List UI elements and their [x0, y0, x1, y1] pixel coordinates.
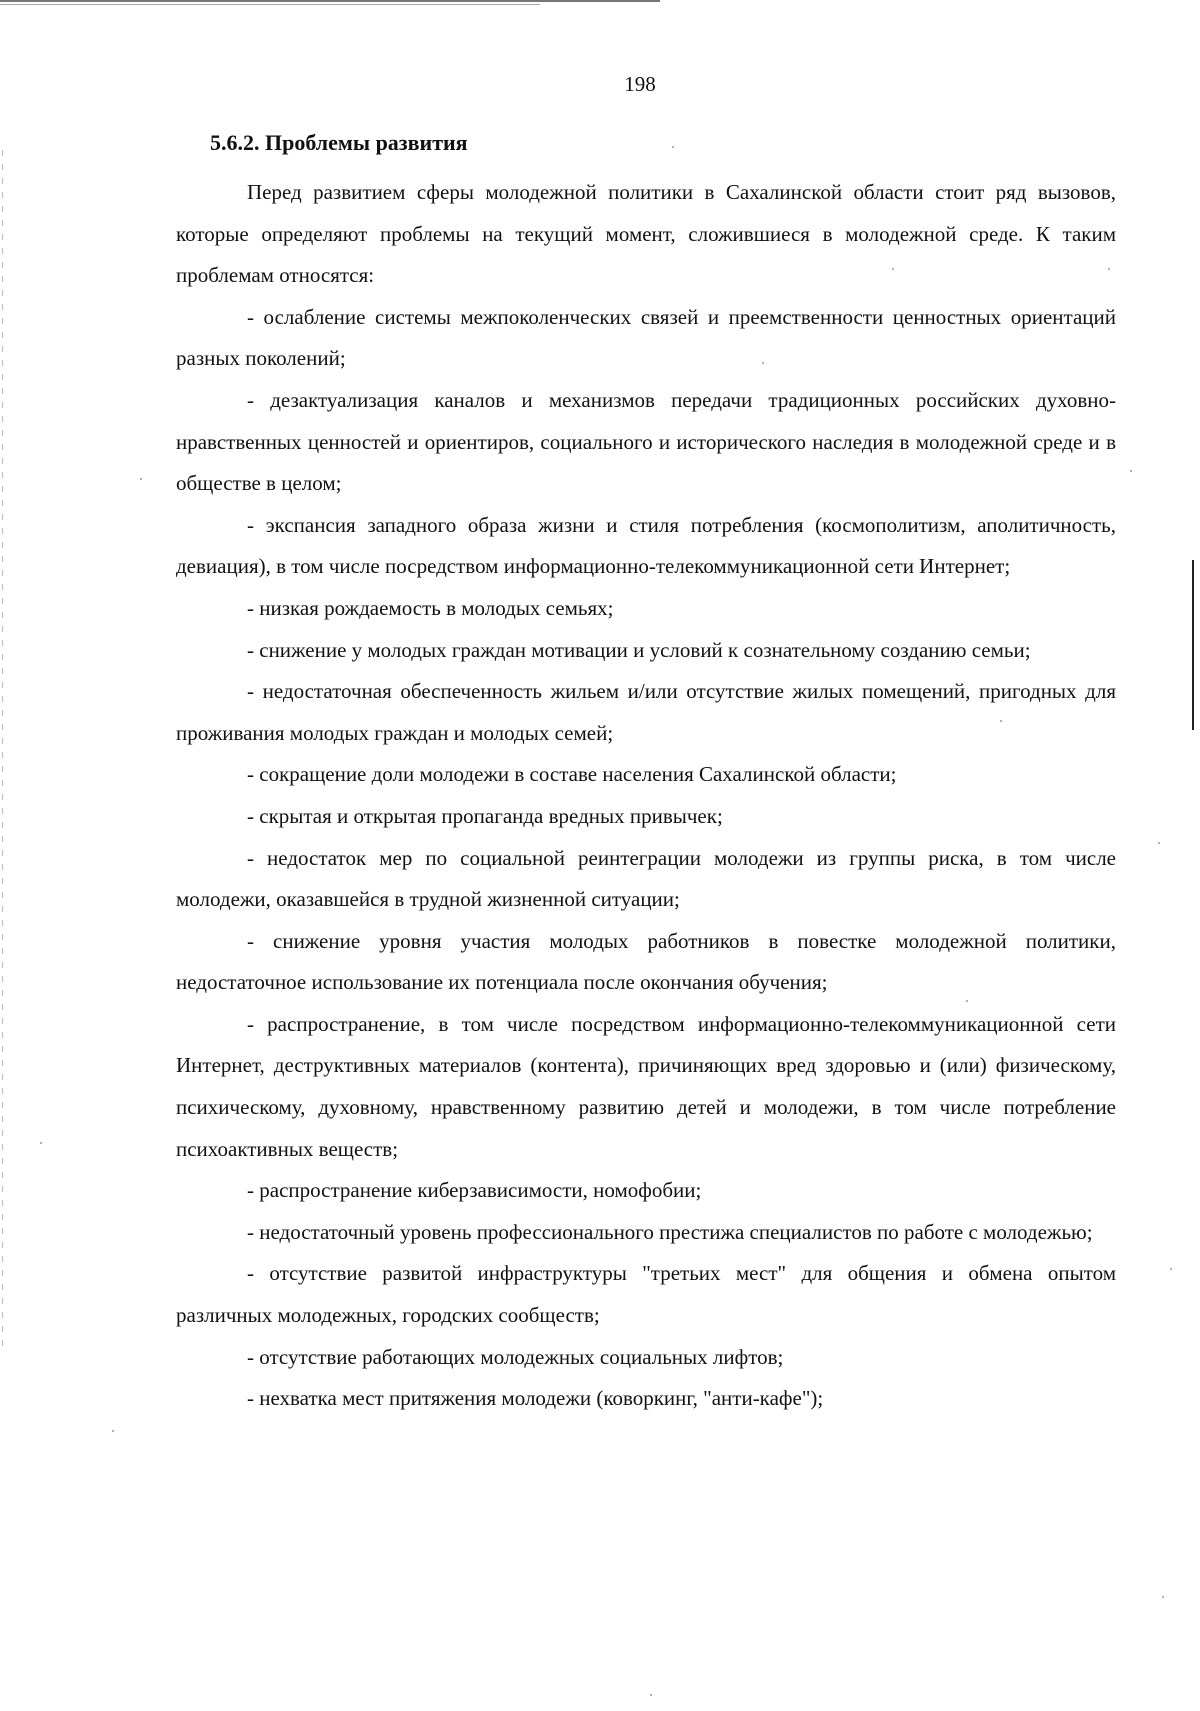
list-item: - снижение уровня участия молодых работников в повестке молодежной политики, недостаточное использование их потенциала после окончания обучения;: [176, 928, 1116, 995]
list-item: - недостаточный уровень профессионального престижа специалистов по работе с молодежью;: [247, 1219, 1093, 1244]
section-heading: 5.6.2. Проблемы развития: [210, 130, 468, 155]
list-item: - дезактуализация каналов и механизмов передачи традиционных российских духовно-нравственных ценностей и ориентиров, социального и исторического наследия в молодежной среде и в обществе в целом;: [176, 387, 1116, 496]
list-item: - недостаточная обеспеченность жильем и/или отсутствие жилых помещений, пригодных для проживания молодых граждан и молодых семей;: [176, 679, 1116, 745]
scan-speck: [1170, 1268, 1172, 1270]
scan-speck: [762, 362, 764, 364]
list-item: - снижение у молодых граждан мотивации и условий к сознательному созданию семьи;: [247, 637, 1031, 662]
list-item: - ослабление системы межпоколенческих связей и преемственности ценностных ориентаций разных поколений;: [176, 304, 1116, 371]
list-item: - нехватка мест притяжения молодежи (коворкинг, "анти-кафе");: [247, 1386, 824, 1411]
document-body: [176, 172, 1116, 1420]
scan-speck: [40, 1142, 42, 1144]
scan-speck: [1162, 1596, 1164, 1598]
scan-speck: [112, 1430, 114, 1432]
scan-speck: [1130, 470, 1132, 472]
scan-speck: [1000, 720, 1002, 722]
scan-speck: [966, 1000, 968, 1002]
scan-artifact-right-bar: [1192, 560, 1194, 730]
scan-speck: [140, 478, 142, 480]
page-number: 198: [624, 72, 656, 96]
scan-speck: [1108, 268, 1110, 270]
scan-speck: [672, 146, 674, 148]
scan-artifact-top-line-faint: [0, 4, 540, 5]
scan-artifact-left-edge: [2, 150, 3, 1350]
list-item: - распространение киберзависимости, номофобии;: [247, 1178, 702, 1203]
list-item: - скрытая и открытая пропаганда вредных привычек;: [247, 803, 723, 828]
list-item: - недостаток мер по социальной реинтеграции молодежи из группы риска, в том числе молодежи, оказавшейся в трудной жизненной ситуации;: [176, 845, 1116, 912]
scan-speck: [1158, 842, 1160, 844]
scan-artifact-top-line: [0, 0, 660, 2]
list-item: - экспансия западного образа жизни и стиля потребления (космополитизм, аполитичность, девиация), в том числе посредством информационно-телекоммуникационной сети Интернет;: [176, 512, 1116, 579]
list-item: - отсутствие развитой инфраструктуры "третьих мест" для общения и обмена опытом различных молодежных, городских сообществ;: [176, 1261, 1116, 1328]
list-item: - низкая рождаемость в молодых семьях;: [247, 595, 614, 620]
list-item: - сокращение доли молодежи в составе населения Сахалинской области;: [247, 762, 897, 787]
list-item: - распространение, в том числе посредством информационно-телекоммуникационной сети Интернет, деструктивных материалов (контента), причиняющих вред здоровью и (или) физическому, психическому, духовному, нравственному развитию детей и молодежи, в том числе потребление психоактивных веществ;: [176, 1011, 1116, 1161]
list-item: - отсутствие работающих молодежных социальных лифтов;: [247, 1344, 784, 1369]
scan-speck: [650, 1694, 652, 1696]
scan-speck: [892, 268, 894, 270]
intro-paragraph: Перед развитием сферы молодежной политики в Сахалинской области стоит ряд вызовов, которые определяют проблемы на текущий момент, сложившиеся в молодежной среде. К таким проблемам относятся:: [176, 180, 1116, 288]
